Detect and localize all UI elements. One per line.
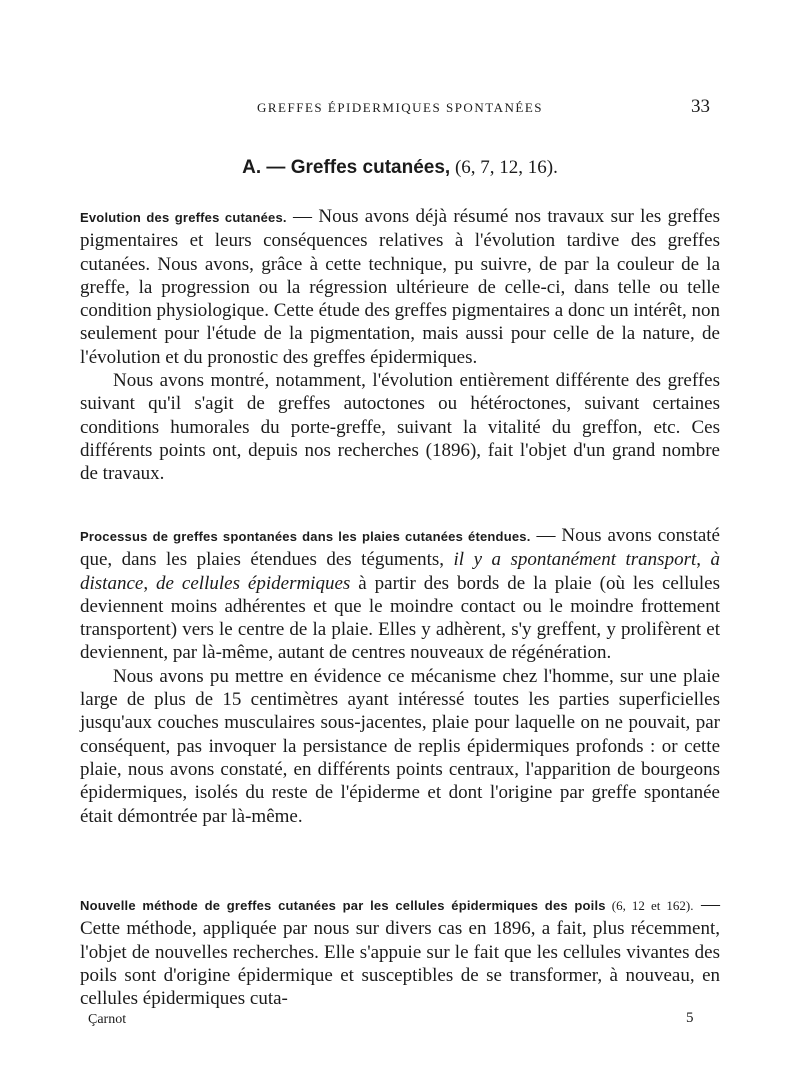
processus-em-3: de cellules épidermiques: [156, 572, 351, 594]
paragraph-processus-cont: Nous avons pu mettre en évidence ce mécanisme chez l'homme, sur une plaie large de plus de 15 centimètres ayant intéressé toutes les parties superficielles jusqu'aux couches musculaires sous-jacentes, plaie pour laquelle on ne pouvait, par conséquent, pas invoquer la persistance de replis épidermiques profonds : or cette plaie, nous avons constaté, en différents points centraux, l'apparition de bourgeons épidermiques, isolés du reste de l'épiderme et dont l'origine par greffe spontanée était démontrée par là-même.: [80, 665, 720, 827]
page-number: 33: [691, 96, 710, 117]
paragraph-evolution-cont: Nous avons montré, notamment, l'évolution entièrement différente des greffes suivant qu'il s'agit de greffes autoctones ou hétéroctones, suivant certaines conditions humorales du porte-greffe, suivant la vitalité du greffon, etc. Ces différents points ont, depuis nos recherches (1896), fait l'objet d'un grand nombre de travaux.: [80, 370, 720, 485]
runin-evolution: Evolution des greffes cutanées.: [80, 210, 287, 225]
runin-nouvelle-methode: Nouvelle méthode de greffes cutanées par les cellules épidermiques des poils: [80, 898, 606, 913]
processus-text-a: — Nous avons constaté que, dans les plaies étendues des téguments,: [80, 525, 720, 571]
section-title-refs: (6, 7, 12, 16).: [454, 157, 558, 178]
paragraph-evolution: [80, 205, 720, 486]
nouvelle-methode-refs: (6, 12 et 162).: [605, 898, 694, 913]
processus-text-c: ,: [143, 572, 157, 594]
paragraph-nouvelle-methode: [80, 893, 720, 1010]
nouvelle-methode-text: — Cette méthode, appliquée par nous sur divers cas en 1896, a fait, plus récemment, l'objet de nouvelles recherches. Elle s'appuie sur le fait que les cellules vivantes des poils sont d'origine épidermique et susceptibles de se transformer, à nouveau, en cellules épidermiques cuta-: [80, 894, 721, 1010]
processus-em-2: à distance: [80, 549, 720, 594]
section-title: [0, 157, 800, 179]
processus-text-b: ,: [696, 549, 711, 571]
paragraph-processus: [80, 524, 720, 828]
footer-signature-mark: 5: [686, 1010, 694, 1026]
processus-em-1: il y a spontanément transport: [453, 549, 697, 571]
section-title-lead: A. — Greffes cutanées,: [242, 157, 451, 178]
runin-processus: Processus de greffes spontanées dans les plaies cutanées étendues.: [80, 529, 531, 544]
paragraph-evolution-text: — Nous avons déjà résumé nos travaux sur les greffes pigmentaires et leurs conséquences relatives à l'évolution tardive des greffes cutanées. Nous avons, grâce à cette technique, pu suivre, de par la couleur de la greffe, la progression ou la régression ultérieure de celle-ci, dans telle ou telle condition physiologique. Cette étude des greffes pigmentaires a donc un intérêt, non seulement pour l'étude de la pigmentation, mais aussi pour celle de la nature, de l'évolution et du pronostic des greffes épidermiques.: [80, 206, 720, 368]
running-head: GREFFES ÉPIDERMIQUES SPONTANÉES: [257, 100, 543, 115]
footer-author: Çarnot: [88, 1012, 127, 1027]
processus-text-d: à partir des bords de la plaie (où les cellules deviennent moins adhérentes et que le moindre contact ou le moindre frottement transportent) vers le centre de la plaie. Elles y adhèrent, s'y greffent, y prolifèrent et deviennent, par là-même, autant de centres nouveaux de régénération.: [80, 572, 720, 664]
